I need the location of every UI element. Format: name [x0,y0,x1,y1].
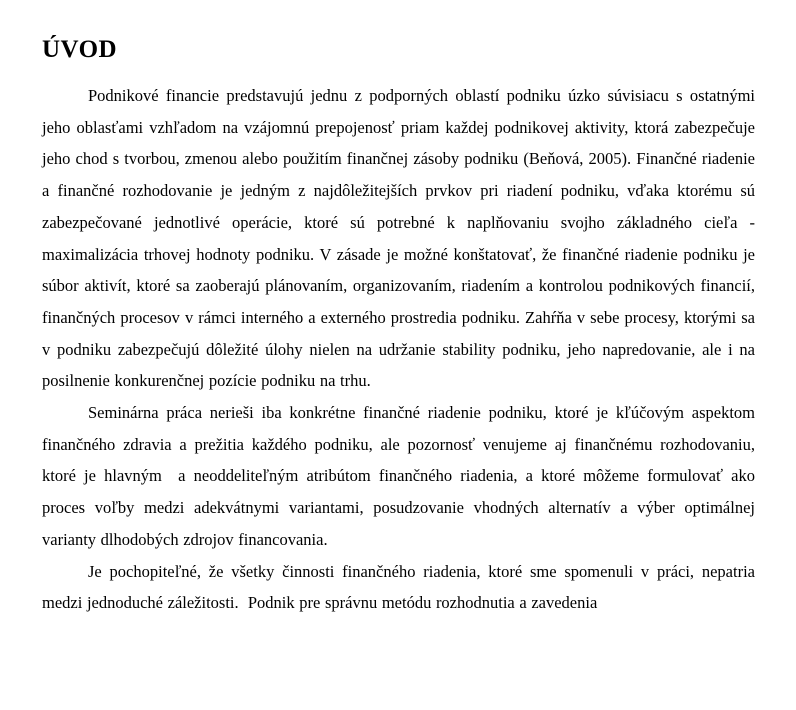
paragraph-closing-partial: Je pochopiteľné, že všetky činnosti finančného riadenia, ktoré sme spomenuli v práci, nepatria medzi jednoduché záležitosti. Podnik pre správnu metódu rozhodnutia a zavedenia [42,561,755,613]
paragraph-intro-finance: Podnikové financie predstavujú jednu z podporných oblastí podniku úzko súvisiacu s ostatnými jeho oblasťami vzhľadom na vzájomnú prepojenosť priam každej podnikovej aktivity, ktorá zabezpečuje jeho chod s tvorbou, zmenou alebo použitím finančnej zásoby podniku (Beňová, 2005). Finančné riadenie a finančné rozhodovanie je jedným z najdôležitejších prvkov pri riadení podniku, vďaka ktorému sú zabezpečované jednotlivé operácie, ktoré sú potrebné k naplňovaniu svojho základného cieľa - maximalizácia trhovej hodnoty podniku. V zásade je možné konštatovať, že finančné riadenie podniku je súbor aktivít, ktoré sa zaoberajú plánovaním, organizovaním, riadením a kontrolou podnikových financií, finančných procesov v rámci interného a externého prostredia podniku. Zahŕňa v sebe procesy, ktorými sa v podniku zabezpečujú dôležité úlohy nielen na udržanie stability podniku, jeho napredovanie, ale i na posilnenie konkurenčnej pozície podniku na trhu. [42,86,755,391]
page-title: ÚVOD [42,36,118,63]
paragraph-seminar-scope: Seminárna práca nerieši iba konkrétne finančné riadenie podniku, ktoré je kľúčovým aspektom finančného zdravia a prežitia každého podniku, ale pozornosť venujeme aj finančnému rozhodovaniu, ktoré je hlavným a neoddeliteľným atribútom finančného riadenia, a ktoré môžeme formulovať ako proces voľby medzi adekvátnymi variantami, posudzovanie vhodných alternatív a výber optimálnej varianty dlhodobých zdrojov financovania. [42,403,755,549]
